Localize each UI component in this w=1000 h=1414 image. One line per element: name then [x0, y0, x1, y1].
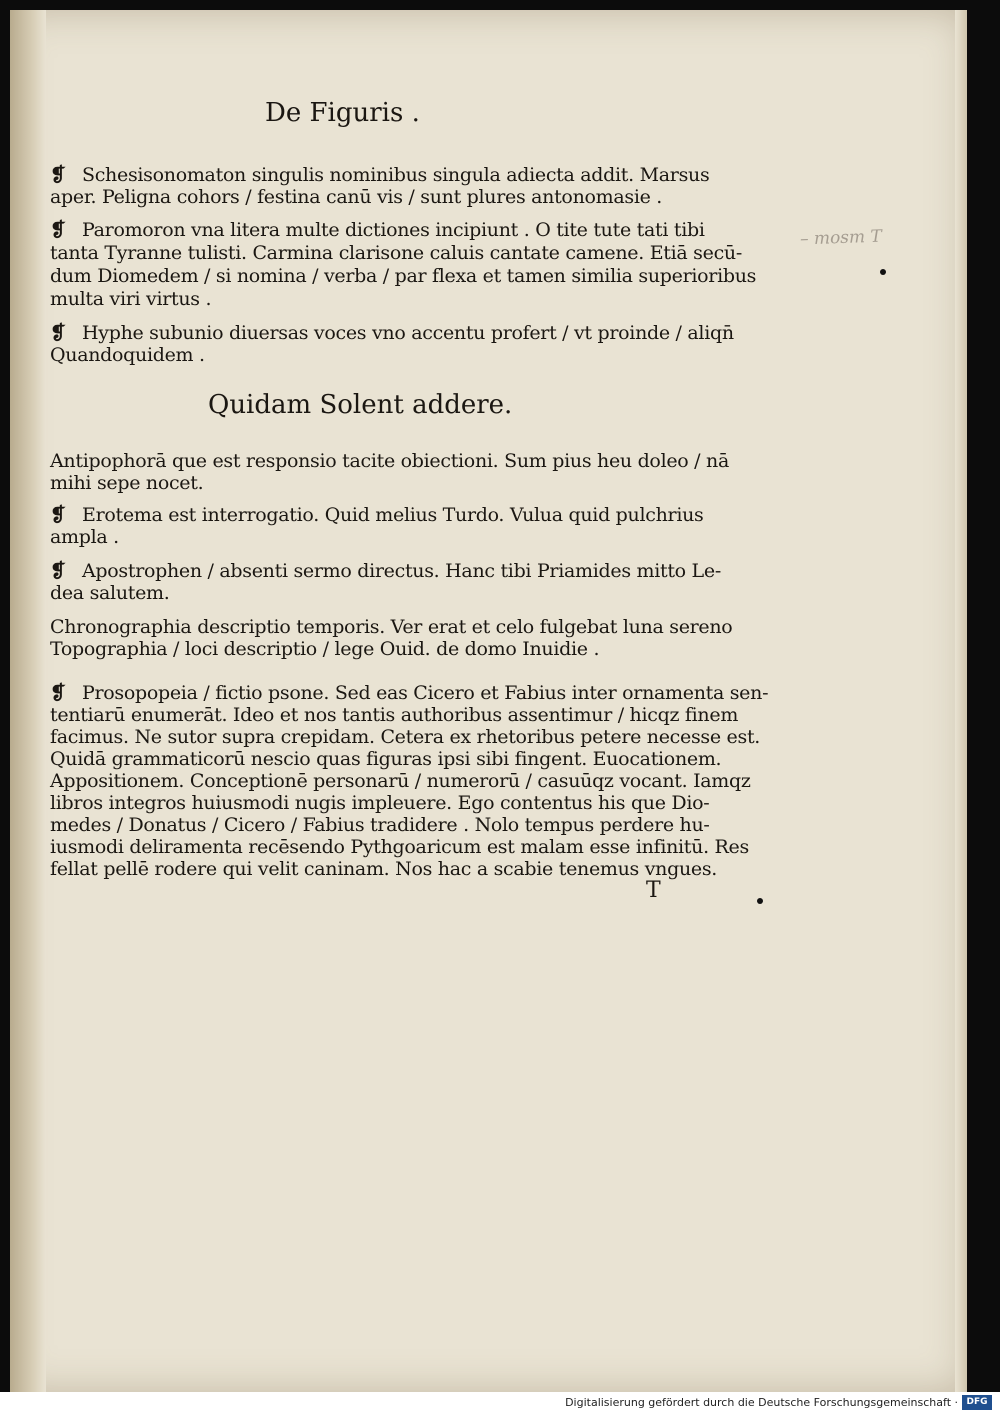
dfg-logo: DFG	[962, 1395, 992, 1410]
text-line: tentiarū enumerāt. Ideo et nos tantis authoribus assentimur / hicqz finem	[50, 704, 739, 726]
funding-credit: Digitalisierung gefördert durch die Deutsche Forschungsgemeinschaft ·	[565, 1396, 958, 1409]
page-edge	[955, 10, 967, 1393]
text-line: Chronographia descriptio temporis. Ver erat et celo fulgebat luna sereno	[50, 616, 733, 638]
text-line: Erotema est interrogatio. Quid melius Turdo. Vulua quid pulchrius	[82, 504, 704, 526]
text-line: aper. Peligna cohors / festina canū vis / sunt plures antonomasie .	[50, 186, 663, 208]
text-line: tanta Tyranne tulisti. Carmina clarisone caluis cantate camene. Etiā secū-	[50, 242, 742, 264]
text-line: Quidā grammaticorū nescio quas figuras ipsi sibi fingent. Euocationem.	[50, 748, 722, 770]
text-line: facimus. Ne sutor supra crepidam. Cetera ex rhetoribus petere necesse est.	[50, 726, 761, 748]
text-line: dum Diomedem / si nomina / verba / par flexa et tamen similia superioribus	[50, 265, 757, 287]
text-line: Appositionem. Conceptionē personarū / numerorū / casuūqz vocant. Iamqz	[50, 770, 751, 792]
text-line: Hyphe subunio diuersas voces vno accentu profert / vt proinde / aliqn̄	[82, 322, 734, 344]
text-line: Paromoron vna litera multe dictiones incipiunt . O tite tute tati tibi	[82, 219, 705, 241]
text-line: Topographia / loci descriptio / lege Ouid. de domo Inuidie .	[50, 638, 600, 660]
page-gutter	[10, 10, 46, 1393]
text-line: ampla .	[50, 526, 119, 548]
text-line: fellat pellē rodere qui velit caninam. Nos hac a scabie tenemus vngues.	[50, 858, 718, 880]
paragraph-mark: ❡	[50, 682, 66, 704]
text-line: libros integros huiusmodi nugis impleuere. Ego contentus his que Dio-	[50, 792, 710, 814]
catchword: T	[646, 878, 661, 903]
text-line: dea salutem.	[50, 582, 170, 604]
ink-spot	[757, 898, 763, 904]
text-line: medes / Donatus / Cicero / Fabius tradidere . Nolo tempus perdere hu-	[50, 814, 710, 836]
page-scan	[10, 10, 967, 1393]
text-line: Quandoquidem .	[50, 344, 205, 366]
paragraph-mark: ❡	[50, 560, 66, 582]
paragraph-mark: ❡	[50, 504, 66, 526]
margin-annotation: – mosm T	[799, 226, 883, 250]
footer-bar	[0, 1392, 1000, 1414]
paragraph-mark: ❡	[50, 219, 66, 241]
text-line: Schesisonomaton singulis nominibus singula adiecta addit. Marsus	[82, 164, 710, 186]
text-line: Antipophorā que est responsio tacite obiectioni. Sum pius heu doleo / nā	[50, 450, 729, 472]
ink-spot	[880, 269, 886, 275]
text-line: iusmodi deliramenta recēsendo Pythgoaricum est malam esse infinitū. Res	[50, 836, 749, 858]
text-line: Apostrophen / absenti sermo directus. Hanc tibi Priamides mitto Le-	[82, 560, 721, 582]
page-title: De Figuris .	[265, 98, 420, 128]
text-line: Prosopopeia / fictio psone. Sed eas Cicero et Fabius inter ornamenta sen-	[82, 682, 769, 704]
text-line: multa viri virtus .	[50, 288, 212, 310]
section-heading: Quidam Solent addere.	[208, 390, 513, 420]
paragraph-mark: ❡	[50, 322, 66, 344]
text-line: mihi sepe nocet.	[50, 472, 204, 494]
paragraph-mark: ❡	[50, 164, 66, 186]
